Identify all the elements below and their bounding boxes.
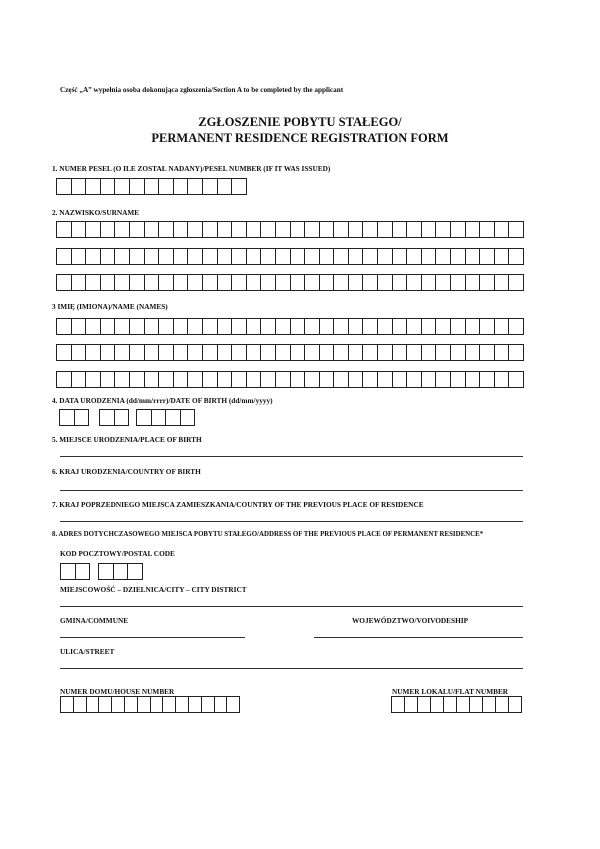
dob-day-input[interactable]	[59, 409, 88, 426]
commune-line[interactable]	[60, 637, 245, 638]
commune-label: GMINA/COMMUNE	[60, 616, 129, 625]
street-label: ULICA/STREET	[60, 647, 115, 656]
names-input-row-3[interactable]	[56, 371, 523, 388]
country-of-birth-label: 6. KRAJ URODZENIA/COUNTRY OF BIRTH	[52, 467, 201, 476]
city-line[interactable]	[60, 606, 523, 607]
voivodeship-line[interactable]	[314, 637, 523, 638]
postal-code-part-2-input[interactable]	[98, 563, 142, 580]
house-number-input[interactable]	[60, 696, 239, 713]
names-label: 3 IMIĘ (IMIONA)/NAME (NAMES)	[52, 302, 168, 311]
flat-number-input[interactable]	[391, 696, 521, 713]
prev-country-line[interactable]	[60, 521, 523, 522]
place-of-birth-line[interactable]	[60, 456, 523, 457]
place-of-birth-label: 5. MIEJSCE URODZENIA/PLACE OF BIRTH	[52, 435, 202, 444]
pesel-input[interactable]	[56, 178, 246, 195]
postal-code-part-1-input[interactable]	[60, 563, 89, 580]
dob-label: 4. DATA URODZENIA (dd/mm/rrrr)/DATE OF BIRTH (dd/mm/yyyy)	[52, 396, 273, 405]
voivodeship-label: WOJEWÓDZTWO/VOIVODESHIP	[352, 616, 469, 625]
dob-month-input[interactable]	[99, 409, 128, 426]
flat-number-label: NUMER LOKALU/FLAT NUMBER	[392, 687, 509, 696]
surname-input-row-1[interactable]	[56, 221, 523, 238]
form-title-pl: ZGŁOSZENIE POBYTU STAŁEGO/	[198, 115, 402, 129]
city-label: MIEJSCOWOŚĆ – DZIELNICA/CITY – CITY DISTRICT	[60, 585, 247, 594]
street-line[interactable]	[60, 668, 523, 669]
prev-country-label: 7. KRAJ POPRZEDNIEGO MIEJSCA ZAMIESZKANIA/COUNTRY OF THE PREVIOUS PLACE OF RESIDENCE	[52, 500, 424, 509]
names-input-row-1[interactable]	[56, 318, 523, 335]
names-input-row-2[interactable]	[56, 344, 523, 361]
postal-code-label: KOD POCZTOWY/POSTAL CODE	[60, 549, 175, 558]
prev-address-label: 8. ADRES DOTYCHCZASOWEGO MIEJSCA POBYTU STAŁEGO/ADDRESS OF THE PREVIOUS PLACE OF PERMANENT RESIDENCE*	[52, 531, 484, 538]
country-of-birth-line[interactable]	[60, 490, 523, 491]
surname-label: 2. NAZWISKO/SURNAME	[52, 208, 140, 217]
surname-input-row-3[interactable]	[56, 274, 523, 291]
dob-year-input[interactable]	[136, 409, 194, 426]
form-title-en: PERMANENT RESIDENCE REGISTRATION FORM	[151, 131, 449, 145]
section-a-note: Część „A” wypełnia osoba dokonująca zgłoszenia/Section A to be completed by the applicant	[60, 86, 344, 94]
surname-input-row-2[interactable]	[56, 248, 523, 265]
pesel-label: 1. NUMER PESEL (O ILE ZOSTAŁ NADANY)/PESEL NUMBER (IF IT WAS ISSUED)	[52, 164, 331, 173]
house-number-label: NUMER DOMU/HOUSE NUMBER	[60, 687, 175, 696]
